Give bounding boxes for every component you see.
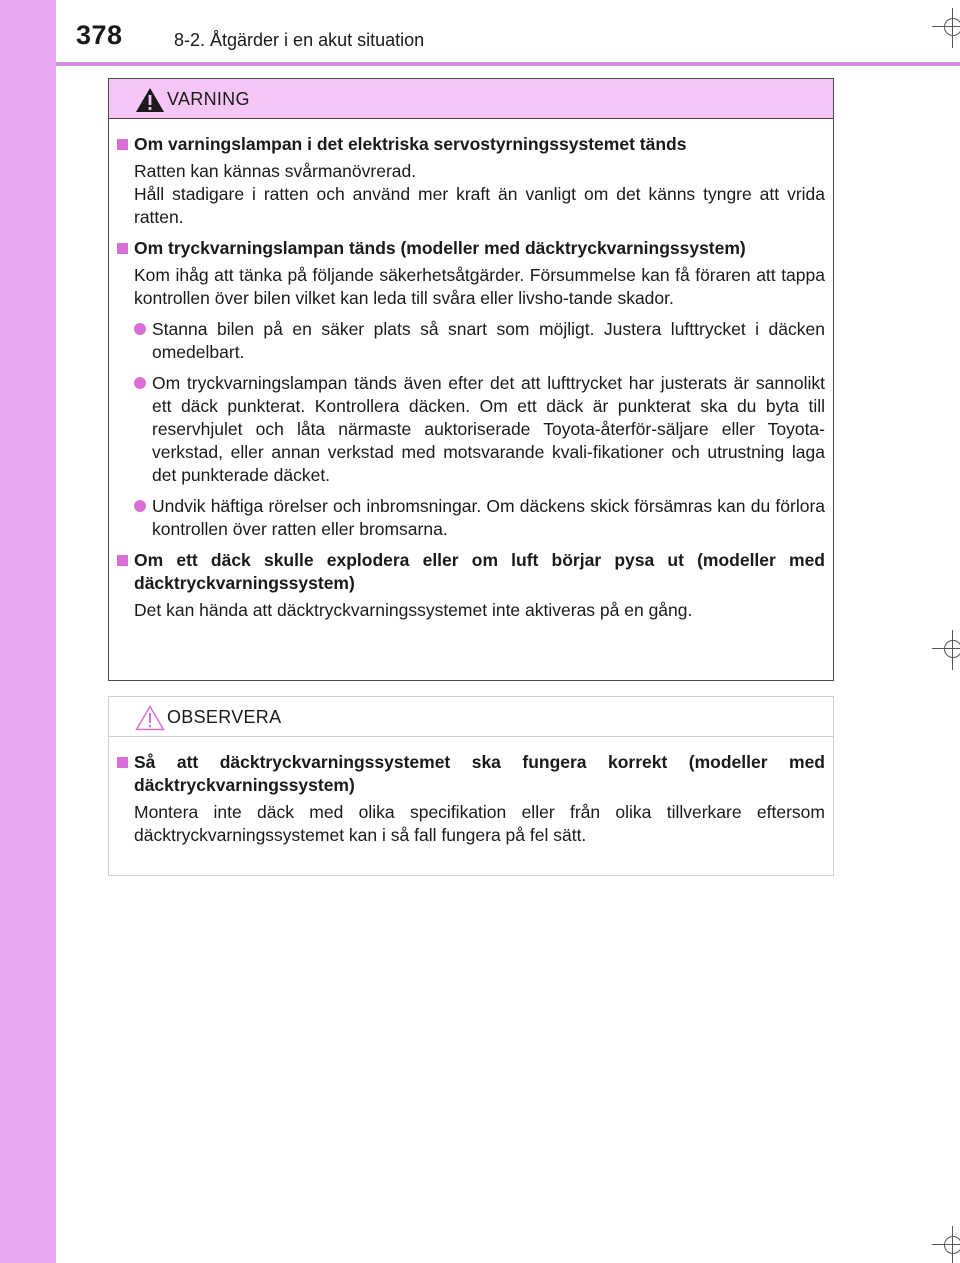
- notice-header: [109, 697, 833, 737]
- list-item-text: Undvik häftiga rörelser och inbromsningar. Om däckens skick försämras kan du förlora kontrollen över ratten eller bromsarna.: [152, 496, 825, 539]
- body-paragraph: Det kan hända att däcktryckvarningssystemet inte aktiveras på en gång.: [134, 600, 693, 620]
- notice-box: [108, 696, 834, 876]
- caution-triangle-outline-icon: [135, 705, 165, 731]
- body-paragraph: Ratten kan kännas svårmanövrerad. Håll stadigare i ratten och använd mer kraft än vanligt om det känns tyngre att vrida ratten.: [134, 161, 825, 227]
- notice-title: OBSERVERA: [167, 707, 282, 727]
- header-rule: [56, 62, 960, 66]
- circle-bullet-icon: [134, 500, 146, 512]
- page-number: 378: [76, 20, 123, 50]
- square-bullet-icon: [117, 243, 128, 254]
- warning-title: VARNING: [167, 89, 250, 109]
- body-paragraph: Montera inte däck med olika specifikation eller från olika tillverkare eftersom däcktryckvarningssystemet kan i så fall fungera på fel sätt.: [134, 802, 825, 845]
- circle-bullet-icon: [134, 323, 146, 335]
- warning-box: [108, 78, 834, 681]
- crop-mark-bottom-right: [930, 1226, 960, 1263]
- notice-body: [109, 737, 833, 847]
- square-bullet-icon: [117, 757, 128, 768]
- content-section: [117, 751, 825, 847]
- warning-body: [109, 119, 833, 622]
- square-bullet-icon: [117, 555, 128, 566]
- section-heading: [117, 237, 825, 260]
- content-section: [117, 549, 825, 622]
- section-heading: [117, 133, 825, 156]
- crop-mark-right: [930, 630, 960, 670]
- content-section: [117, 133, 825, 229]
- warning-triangle-icon: [135, 87, 165, 113]
- square-bullet-icon: [117, 139, 128, 150]
- list-item-text: Stanna bilen på en säker plats så snart som möjligt. Justera lufttrycket i däcken omedelbart.: [152, 319, 825, 362]
- content-section: [117, 237, 825, 541]
- section-heading-text: Om tryckvarningslampan tänds (modeller med däcktryckvarningssystem): [134, 238, 746, 258]
- list-item-text: Om tryckvarningslampan tänds även efter det att lufttrycket har justerats är sannolikt ett däck punkterat. Kontrollera däcken. Om ett däck är punkterat ska du byta till reservhjulet och låta närmaste auktoriserade Toyota-återför-säljare eller Toyota-verkstad, eller annan verkstad med motsvarande kvali-fikationer och utrustning laga det punkterade däcket.: [152, 373, 825, 485]
- section-heading-text: Så att däcktryckvarningssystemet ska fungera korrekt (modeller med däcktryckvarningssystem): [134, 752, 825, 795]
- section-heading-text: Om varningslampan i det elektriska servostyrningssystemet tänds: [134, 134, 687, 154]
- body-paragraph: Kom ihåg att tänka på följande säkerhetsåtgärder. Försummelse kan få föraren att tappa kontrollen över bilen vilket kan leda till svåra eller livsho-tande skador.: [134, 265, 825, 308]
- side-color-band: [0, 0, 56, 1263]
- circle-bullet-icon: [134, 377, 146, 389]
- bullet-list: [117, 318, 825, 541]
- section-heading-text: Om ett däck skulle explodera eller om luft börjar pysa ut (modeller med däcktryckvarningssystem): [134, 550, 825, 593]
- section-heading: [117, 549, 825, 595]
- warning-header: [109, 79, 833, 119]
- list-item: [134, 372, 825, 487]
- crop-mark-top-right: [930, 8, 960, 48]
- list-item: [134, 495, 825, 541]
- section-title: 8-2. Åtgärder i en akut situation: [174, 30, 425, 50]
- list-item: [134, 318, 825, 364]
- section-heading: [117, 751, 825, 797]
